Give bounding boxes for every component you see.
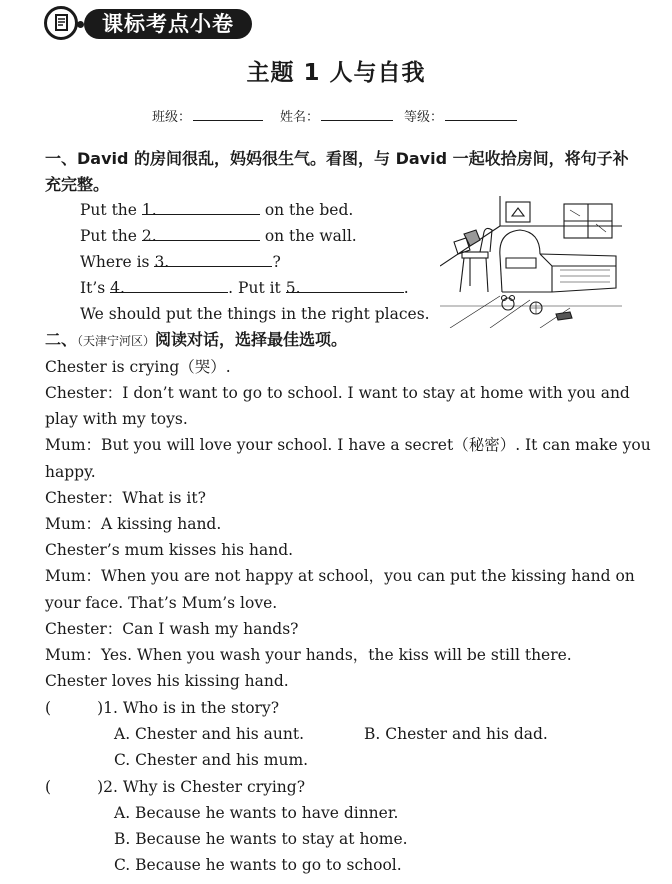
section1-heading-line1: 一、David 的房间很乱，妈妈很生气。看图，与 David 一起收拾房间，将句子补: [45, 149, 629, 168]
region-label: （天津宁河区）: [77, 334, 156, 348]
question-2: ( )2. Why is Chester crying?: [45, 778, 306, 796]
class-field[interactable]: [152, 106, 263, 125]
dialogue-line: Mum：But you will love your school. I have a secret（秘密）. It can make you: [45, 436, 651, 454]
dialogue-line: play with my toys.: [45, 410, 188, 428]
q2-option-a: A. Because he wants to have dinner.: [114, 804, 399, 822]
sentence-1: Put the 1. on the bed.: [80, 197, 353, 223]
blank-3[interactable]: 3.: [154, 249, 272, 267]
sentence-2: Put the 2. on the wall.: [80, 223, 357, 249]
q1-option-a: A. Chester and his aunt.: [114, 725, 305, 743]
answer-paren-1[interactable]: ( ): [45, 699, 104, 717]
section2-heading: 二、（天津宁河区）阅读对话，选择最佳选项。: [45, 330, 348, 349]
dialogue-line: Chester’s mum kisses his hand.: [45, 541, 294, 559]
dialogue-line: Chester loves his kissing hand.: [45, 672, 289, 690]
section1-heading-line2: 充完整。: [45, 175, 110, 194]
q1-option-b: B. Chester and his dad.: [364, 725, 548, 743]
class-blank[interactable]: [193, 108, 263, 121]
blank-1[interactable]: 1.: [142, 197, 260, 215]
q1-option-c: C. Chester and his mum.: [114, 751, 309, 769]
dialogue-line: Mum：Yes. When you wash your hands，the kiss will be still there.: [45, 646, 572, 664]
q2-option-c: C. Because he wants to go to school.: [114, 856, 402, 874]
bedroom-illustration: [440, 196, 622, 328]
header-badge: [44, 6, 256, 42]
dialogue-line: Chester is crying（哭）.: [45, 358, 231, 376]
book-icon: [44, 6, 78, 40]
sentence-5: We should put the things in the right places.: [80, 305, 430, 323]
sentence-4: It’s 4. . Put it 5. .: [80, 275, 409, 301]
q2-option-b: B. Because he wants to stay at home.: [114, 830, 408, 848]
blank-5[interactable]: 5.: [286, 275, 404, 293]
sentence-3: Where is 3. ?: [80, 249, 281, 275]
blank-4[interactable]: 4.: [110, 275, 228, 293]
grade-blank[interactable]: [445, 108, 517, 121]
badge-connector: [77, 21, 84, 28]
dialogue-line: Chester：What is it?: [45, 489, 206, 507]
name-blank[interactable]: [321, 108, 393, 121]
name-field[interactable]: [280, 106, 393, 125]
dialogue-line: your face. That’s Mum’s love.: [45, 594, 278, 612]
blank-2[interactable]: 2.: [142, 223, 260, 241]
dialogue-line: Mum：A kissing hand.: [45, 515, 222, 533]
answer-paren-2[interactable]: ( ): [45, 778, 104, 796]
dialogue-line: Mum：When you are not happy at school，you can put the kissing hand on: [45, 567, 635, 585]
grade-label: 等级：: [404, 110, 444, 125]
name-label: 姓名：: [280, 110, 320, 125]
dialogue-line: happy.: [45, 463, 96, 481]
grade-field[interactable]: [404, 106, 517, 125]
dialogue-line: Chester：I don’t want to go to school. I want to stay at home with you and: [45, 384, 630, 402]
bedroom-drawing: [440, 196, 622, 328]
question-1: ( )1. Who is in the story?: [45, 699, 280, 717]
dialogue-line: Chester：Can I wash my hands?: [45, 620, 299, 638]
badge-label: 课标考点小卷: [84, 9, 252, 39]
page-title: 主题 1 人与自我: [246, 60, 426, 86]
class-label: 班级：: [152, 110, 192, 125]
